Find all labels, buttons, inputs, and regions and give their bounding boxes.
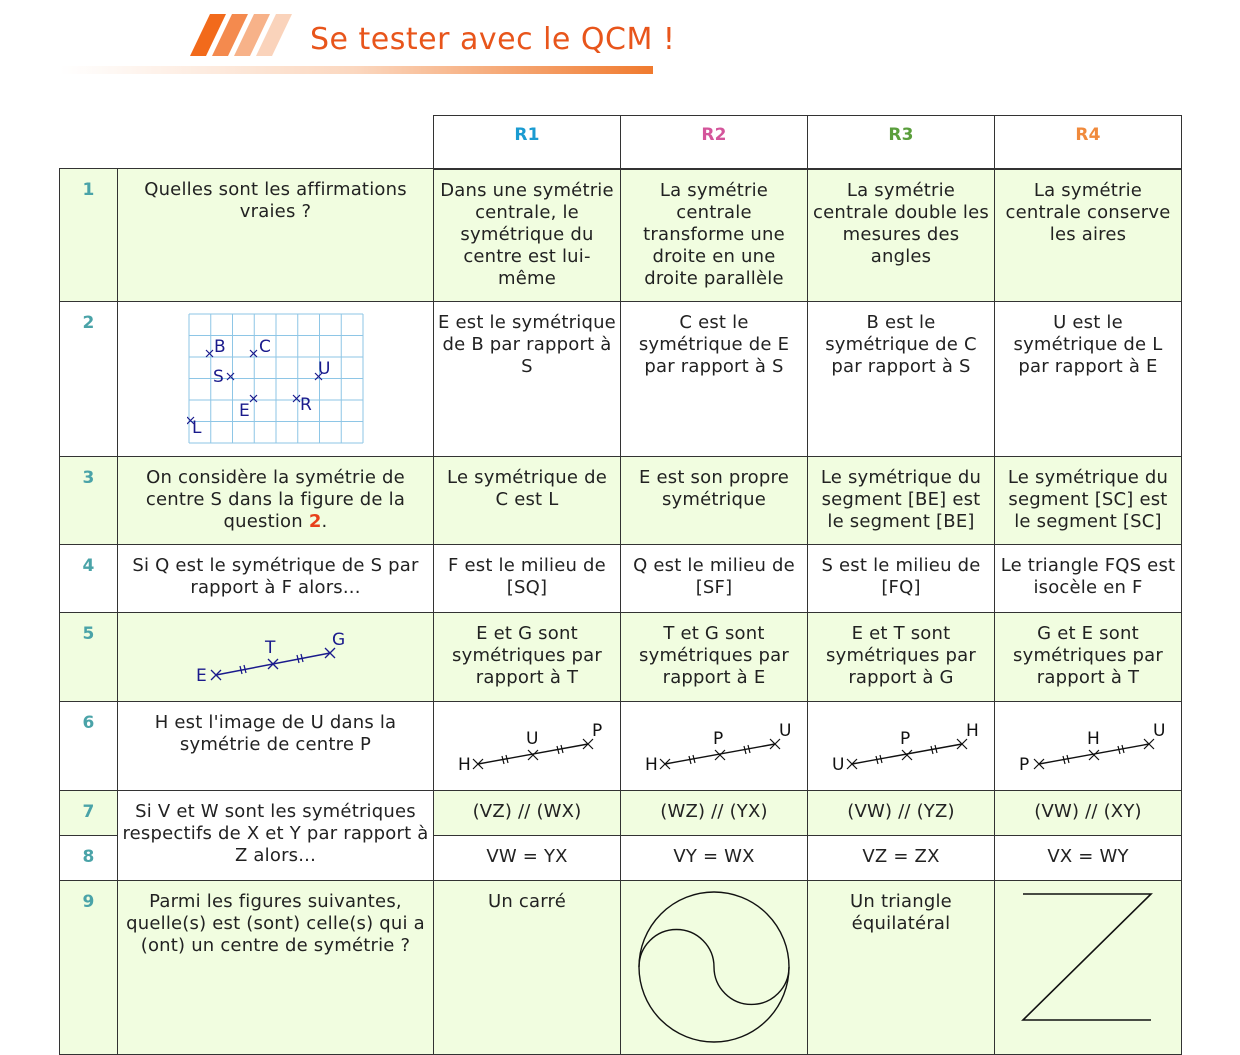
segment-phu-figure — [1003, 718, 1173, 772]
point-label: U — [317, 359, 331, 379]
row-number: 3 — [60, 457, 118, 545]
question-row-4 — [60, 545, 1182, 613]
answer-r2[interactable] — [621, 702, 808, 791]
blank-cell — [60, 116, 118, 169]
question-row-2 — [60, 302, 1182, 457]
row-number: 7 — [60, 791, 118, 836]
question-text: Si Q est le symétrique de S par rapport à F alors... — [118, 545, 434, 613]
answer-r1[interactable]: E est le symétrique de B par rapport à S — [434, 302, 621, 457]
question-row-9 — [60, 881, 1182, 1055]
answer-r4[interactable]: Le symétrique du segment [SC] est le segment [SC] — [995, 457, 1182, 545]
question-figure-cell — [118, 302, 434, 457]
point-label: T — [264, 638, 276, 658]
point-label: U — [832, 755, 845, 772]
segment-etg-figure — [186, 627, 366, 683]
point-label: H — [966, 721, 979, 741]
blank-cell — [118, 116, 434, 169]
segment-hpu-figure — [629, 718, 799, 772]
answer-r4[interactable]: G et E sont symétriques par rapport à T — [995, 613, 1182, 702]
point-label: H — [1087, 729, 1100, 749]
z-shape-figure — [1018, 891, 1158, 1025]
row-number: 4 — [60, 545, 118, 613]
point-label: P — [900, 729, 911, 749]
answer-r3[interactable]: Le symétrique du segment [BE] est le segment [BE] — [808, 457, 995, 545]
answer-r2[interactable]: (WZ) // (YX) — [621, 791, 808, 836]
answer-r4[interactable]: (VW) // (XY) — [995, 791, 1182, 836]
answer-r1[interactable]: (VZ) // (WX) — [434, 791, 621, 836]
page-title: Se tester avec le QCM ! — [310, 22, 676, 57]
answer-r3[interactable]: VZ = ZX — [808, 836, 995, 881]
point-label: E — [238, 401, 250, 421]
answer-r3[interactable]: (VW) // (YZ) — [808, 791, 995, 836]
row-number: 9 — [60, 881, 118, 1055]
question-text: Parmi les figures suivantes, quelle(s) est (sont) celle(s) qui a (ont) un centre de symétrie ? — [118, 881, 434, 1055]
title-underline — [60, 66, 653, 74]
question-text — [118, 457, 434, 545]
answer-r1[interactable]: Le symétrique de C est L — [434, 457, 621, 545]
answer-r4[interactable] — [995, 702, 1182, 791]
answer-r4[interactable] — [995, 881, 1182, 1055]
page-header — [0, 0, 700, 90]
point-label: P — [713, 729, 724, 749]
segment-hup-figure — [442, 718, 612, 772]
row-number: 8 — [60, 836, 118, 881]
header-r2: R2 — [621, 116, 808, 169]
point-label: U — [779, 721, 792, 741]
segment-uph-figure — [816, 718, 986, 772]
answer-r2[interactable]: VY = WX — [621, 836, 808, 881]
point-label: P — [1019, 755, 1030, 772]
question-row-1 — [60, 169, 1182, 302]
answer-r3[interactable]: B est le symétrique de C par rapport à S — [808, 302, 995, 457]
answer-r4[interactable]: VX = WY — [995, 836, 1182, 881]
point-label: C — [258, 337, 271, 357]
question-figure-cell — [118, 613, 434, 702]
header-row — [60, 116, 1182, 169]
point-label: H — [458, 755, 471, 772]
answer-r3[interactable]: S est le milieu de [FQ] — [808, 545, 995, 613]
point-label: E — [195, 666, 207, 683]
point-label: R — [299, 395, 312, 415]
row-number: 2 — [60, 302, 118, 457]
question-text: H est l'image de U dans la symétrie de centre P — [118, 702, 434, 791]
row-number: 5 — [60, 613, 118, 702]
answer-r1[interactable]: E et G sont symétriques par rapport à T — [434, 613, 621, 702]
qcm-table — [59, 115, 1182, 1055]
row-number: 1 — [60, 169, 118, 302]
question-row-6 — [60, 702, 1182, 791]
question-text: Si V et W sont les symétriques respectifs de X et Y par rapport à Z alors... — [118, 791, 434, 881]
question-text: Quelles sont les affirmations vraies ? — [118, 169, 434, 302]
answer-r3[interactable]: Un triangle équilatéral — [808, 881, 995, 1055]
answer-r1[interactable]: Dans une symétrie centrale, le symétrique du centre est lui-même — [434, 169, 621, 302]
answer-r2[interactable] — [621, 881, 808, 1055]
question-row-5 — [60, 613, 1182, 702]
answer-r3[interactable] — [808, 702, 995, 791]
yin-yang-circle-figure — [634, 887, 794, 1047]
point-label: G — [331, 630, 345, 650]
answer-r1[interactable]: VW = YX — [434, 836, 621, 881]
header-r1: R1 — [434, 116, 621, 169]
point-label: B — [213, 337, 226, 357]
header-r4: R4 — [995, 116, 1182, 169]
question-text-end: . — [321, 511, 328, 532]
answer-r4[interactable]: Le triangle FQS est isocèle en F — [995, 545, 1182, 613]
point-labels — [192, 337, 331, 438]
question-text-main: On considère la symétrie de centre S dans la figure de la question — [145, 467, 406, 532]
grid-points-figure — [187, 312, 365, 444]
answer-r1[interactable] — [434, 702, 621, 791]
row-number: 6 — [60, 702, 118, 791]
question-row-7 — [60, 791, 1182, 836]
question-row-3 — [60, 457, 1182, 545]
point-label: L — [191, 418, 202, 438]
answer-r3[interactable]: La symétrie centrale double les mesures des angles — [808, 169, 995, 302]
answer-r1[interactable]: Un carré — [434, 881, 621, 1055]
question-reference: 2 — [308, 511, 322, 532]
answer-r2[interactable]: Q est le milieu de [SF] — [621, 545, 808, 613]
point-label: P — [592, 721, 603, 741]
answer-r3[interactable]: E et T sont symétriques par rapport à G — [808, 613, 995, 702]
answer-r2[interactable]: C est le symétrique de E par rapport à S — [621, 302, 808, 457]
point-label: U — [526, 729, 539, 749]
answer-r2[interactable]: La symétrie centrale transforme une droite en une droite parallèle — [621, 169, 808, 302]
answer-r4[interactable]: La symétrie centrale conserve les aires — [995, 169, 1182, 302]
answer-r4[interactable]: U est le symétrique de L par rapport à E — [995, 302, 1182, 457]
answer-r2[interactable]: T et G sont symétriques par rapport à E — [621, 613, 808, 702]
header-r3: R3 — [808, 116, 995, 169]
answer-r2[interactable]: E est son propre symétrique — [621, 457, 808, 545]
point-label: H — [645, 755, 658, 772]
answer-r1[interactable]: F est le milieu de [SQ] — [434, 545, 621, 613]
point-label: U — [1153, 721, 1166, 741]
point-label: S — [212, 367, 224, 387]
